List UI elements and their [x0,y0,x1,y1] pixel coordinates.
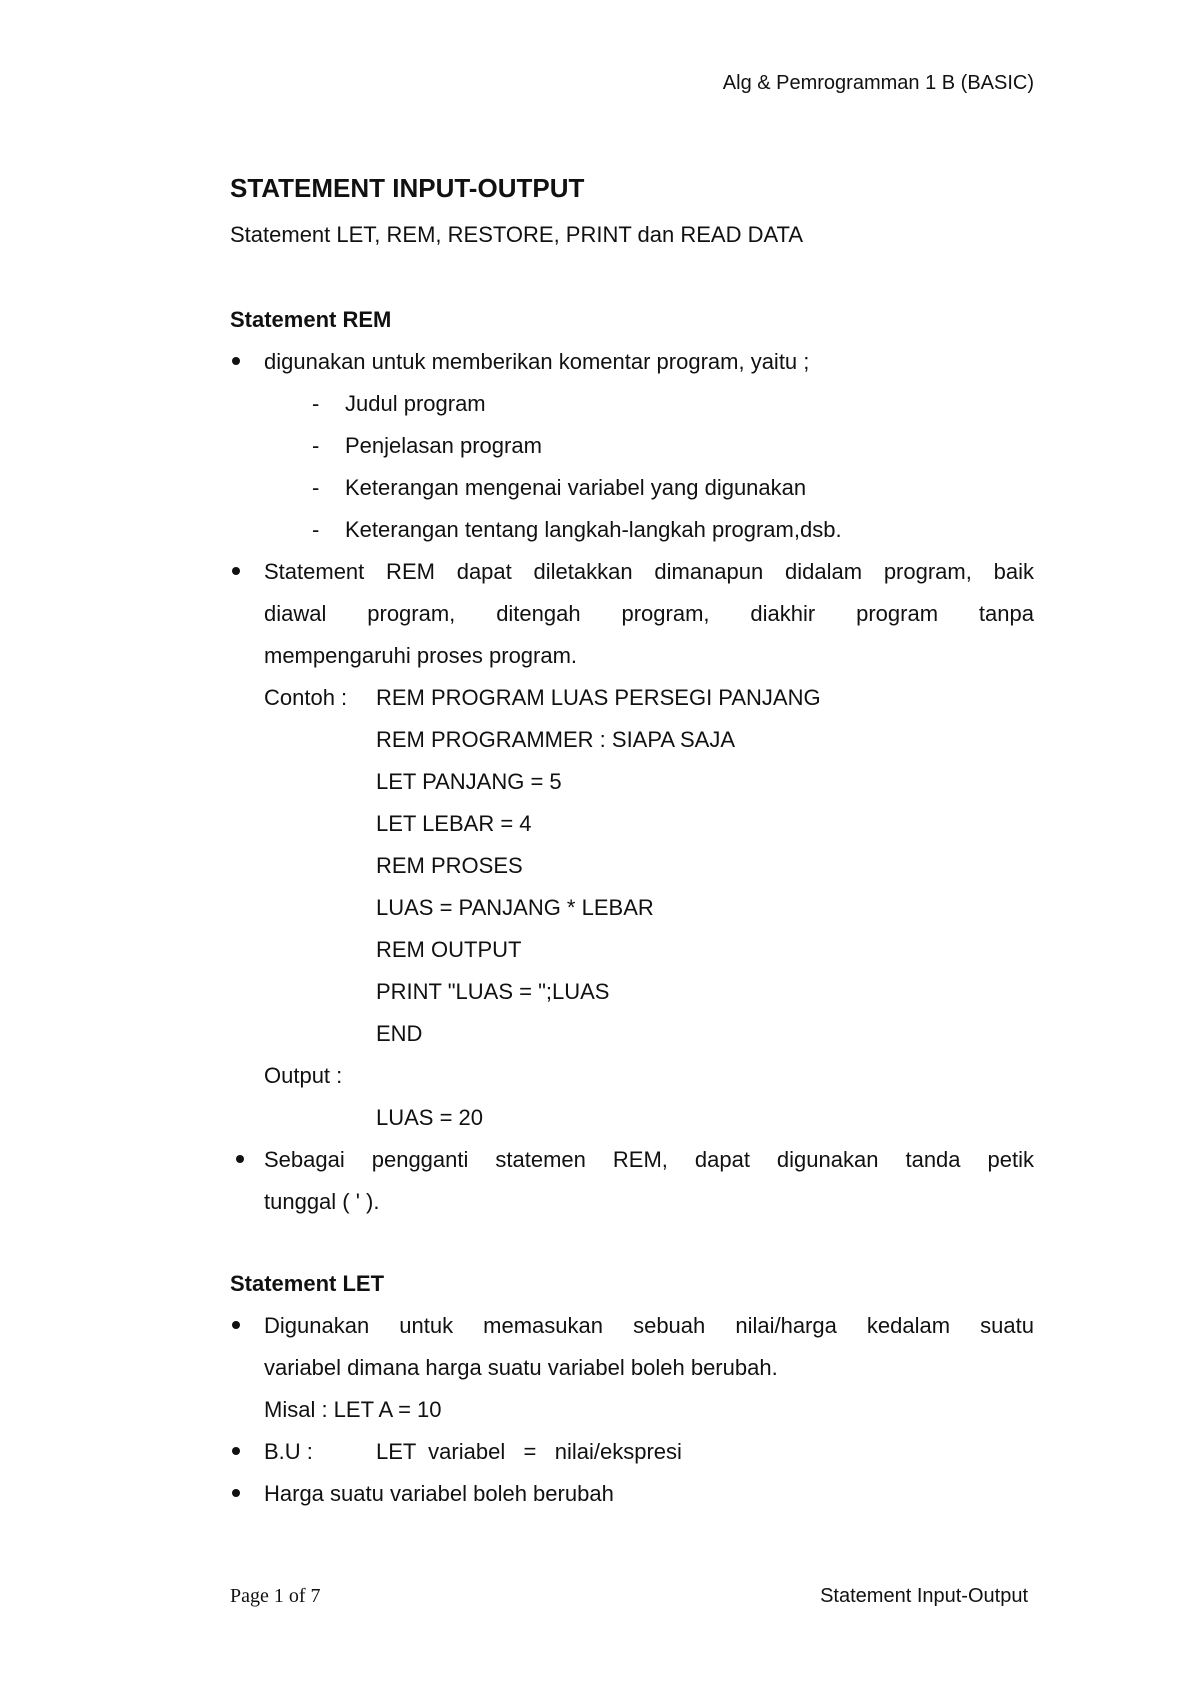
rem-dash-item: Keterangan mengenai variabel yang digunakan [345,475,807,500]
output-value: LUAS = 20 [376,1105,484,1130]
output-label: Output : [264,1063,343,1088]
page-title: STATEMENT INPUT-OUTPUT [230,173,585,203]
dash-marker: - [312,433,320,458]
footer-section-title: Statement Input-Output [820,1585,1028,1607]
rem-dash-item: Penjelasan program [345,433,542,458]
let-bullet-1-line: variabel dimana harga suatu variabel boleh berubah. [264,1355,778,1380]
let-misal: Misal : LET A = 10 [264,1397,442,1422]
code-line: LET LEBAR = 4 [376,811,532,836]
bullet-icon [232,1447,240,1455]
section-heading-let: Statement LET [230,1271,385,1296]
running-header: Alg & Pemrogramman 1 B (BASIC) [722,72,1034,94]
rem-bullet-3-line: Sebagai pengganti statemen REM, dapat digunakan tanda petik [264,1147,1034,1172]
page-subtitle: Statement LET, REM, RESTORE, PRINT dan READ DATA [230,222,803,247]
section-heading-rem: Statement REM [230,307,392,332]
rem-dash-item: Keterangan tentang langkah-langkah program,dsb. [345,517,842,542]
dash-marker: - [312,517,320,542]
bullet-icon [232,1321,240,1329]
bu-value: LET variabel = nilai/ekspresi [376,1439,682,1464]
bullet-icon [232,567,240,575]
code-line: REM OUTPUT [376,937,522,962]
dash-marker: - [312,391,320,416]
let-bullet-1-line: Digunakan untuk memasukan sebuah nilai/harga kedalam suatu [264,1313,1034,1338]
bullet-icon [232,1489,240,1497]
bullet-icon [236,1155,244,1163]
dash-marker: - [312,475,320,500]
rem-bullet-3-line: tunggal ( ' ). [264,1189,380,1214]
code-line: LUAS = PANJANG * LEBAR [376,895,654,920]
rem-bullet-2-line: mempengaruhi proses program. [264,643,578,668]
rem-bullet-2-line: Statement REM dapat diletakkan dimanapun didalam program, baik [264,559,1034,584]
bu-label: B.U : [264,1439,313,1464]
rem-bullet-1: digunakan untuk memberikan komentar program, yaitu ; [264,349,810,374]
code-line: REM PROGRAM LUAS PERSEGI PANJANG [376,685,821,710]
code-line: REM PROGRAMMER : SIAPA SAJA [376,727,735,752]
code-line: LET PANJANG = 5 [376,769,562,794]
rem-bullet-2-line: diawal program, ditengah program, diakhir program tanpa [264,601,1034,626]
page-number: Page 1 of 7 [230,1585,321,1607]
code-line: PRINT "LUAS = ";LUAS [376,979,610,1004]
code-line: END [376,1021,423,1046]
rem-dash-item: Judul program [345,391,486,416]
bullet-icon [232,357,240,365]
code-line: REM PROSES [376,853,523,878]
contoh-label: Contoh : [264,685,348,710]
let-bullet-3: Harga suatu variabel boleh berubah [264,1481,614,1506]
